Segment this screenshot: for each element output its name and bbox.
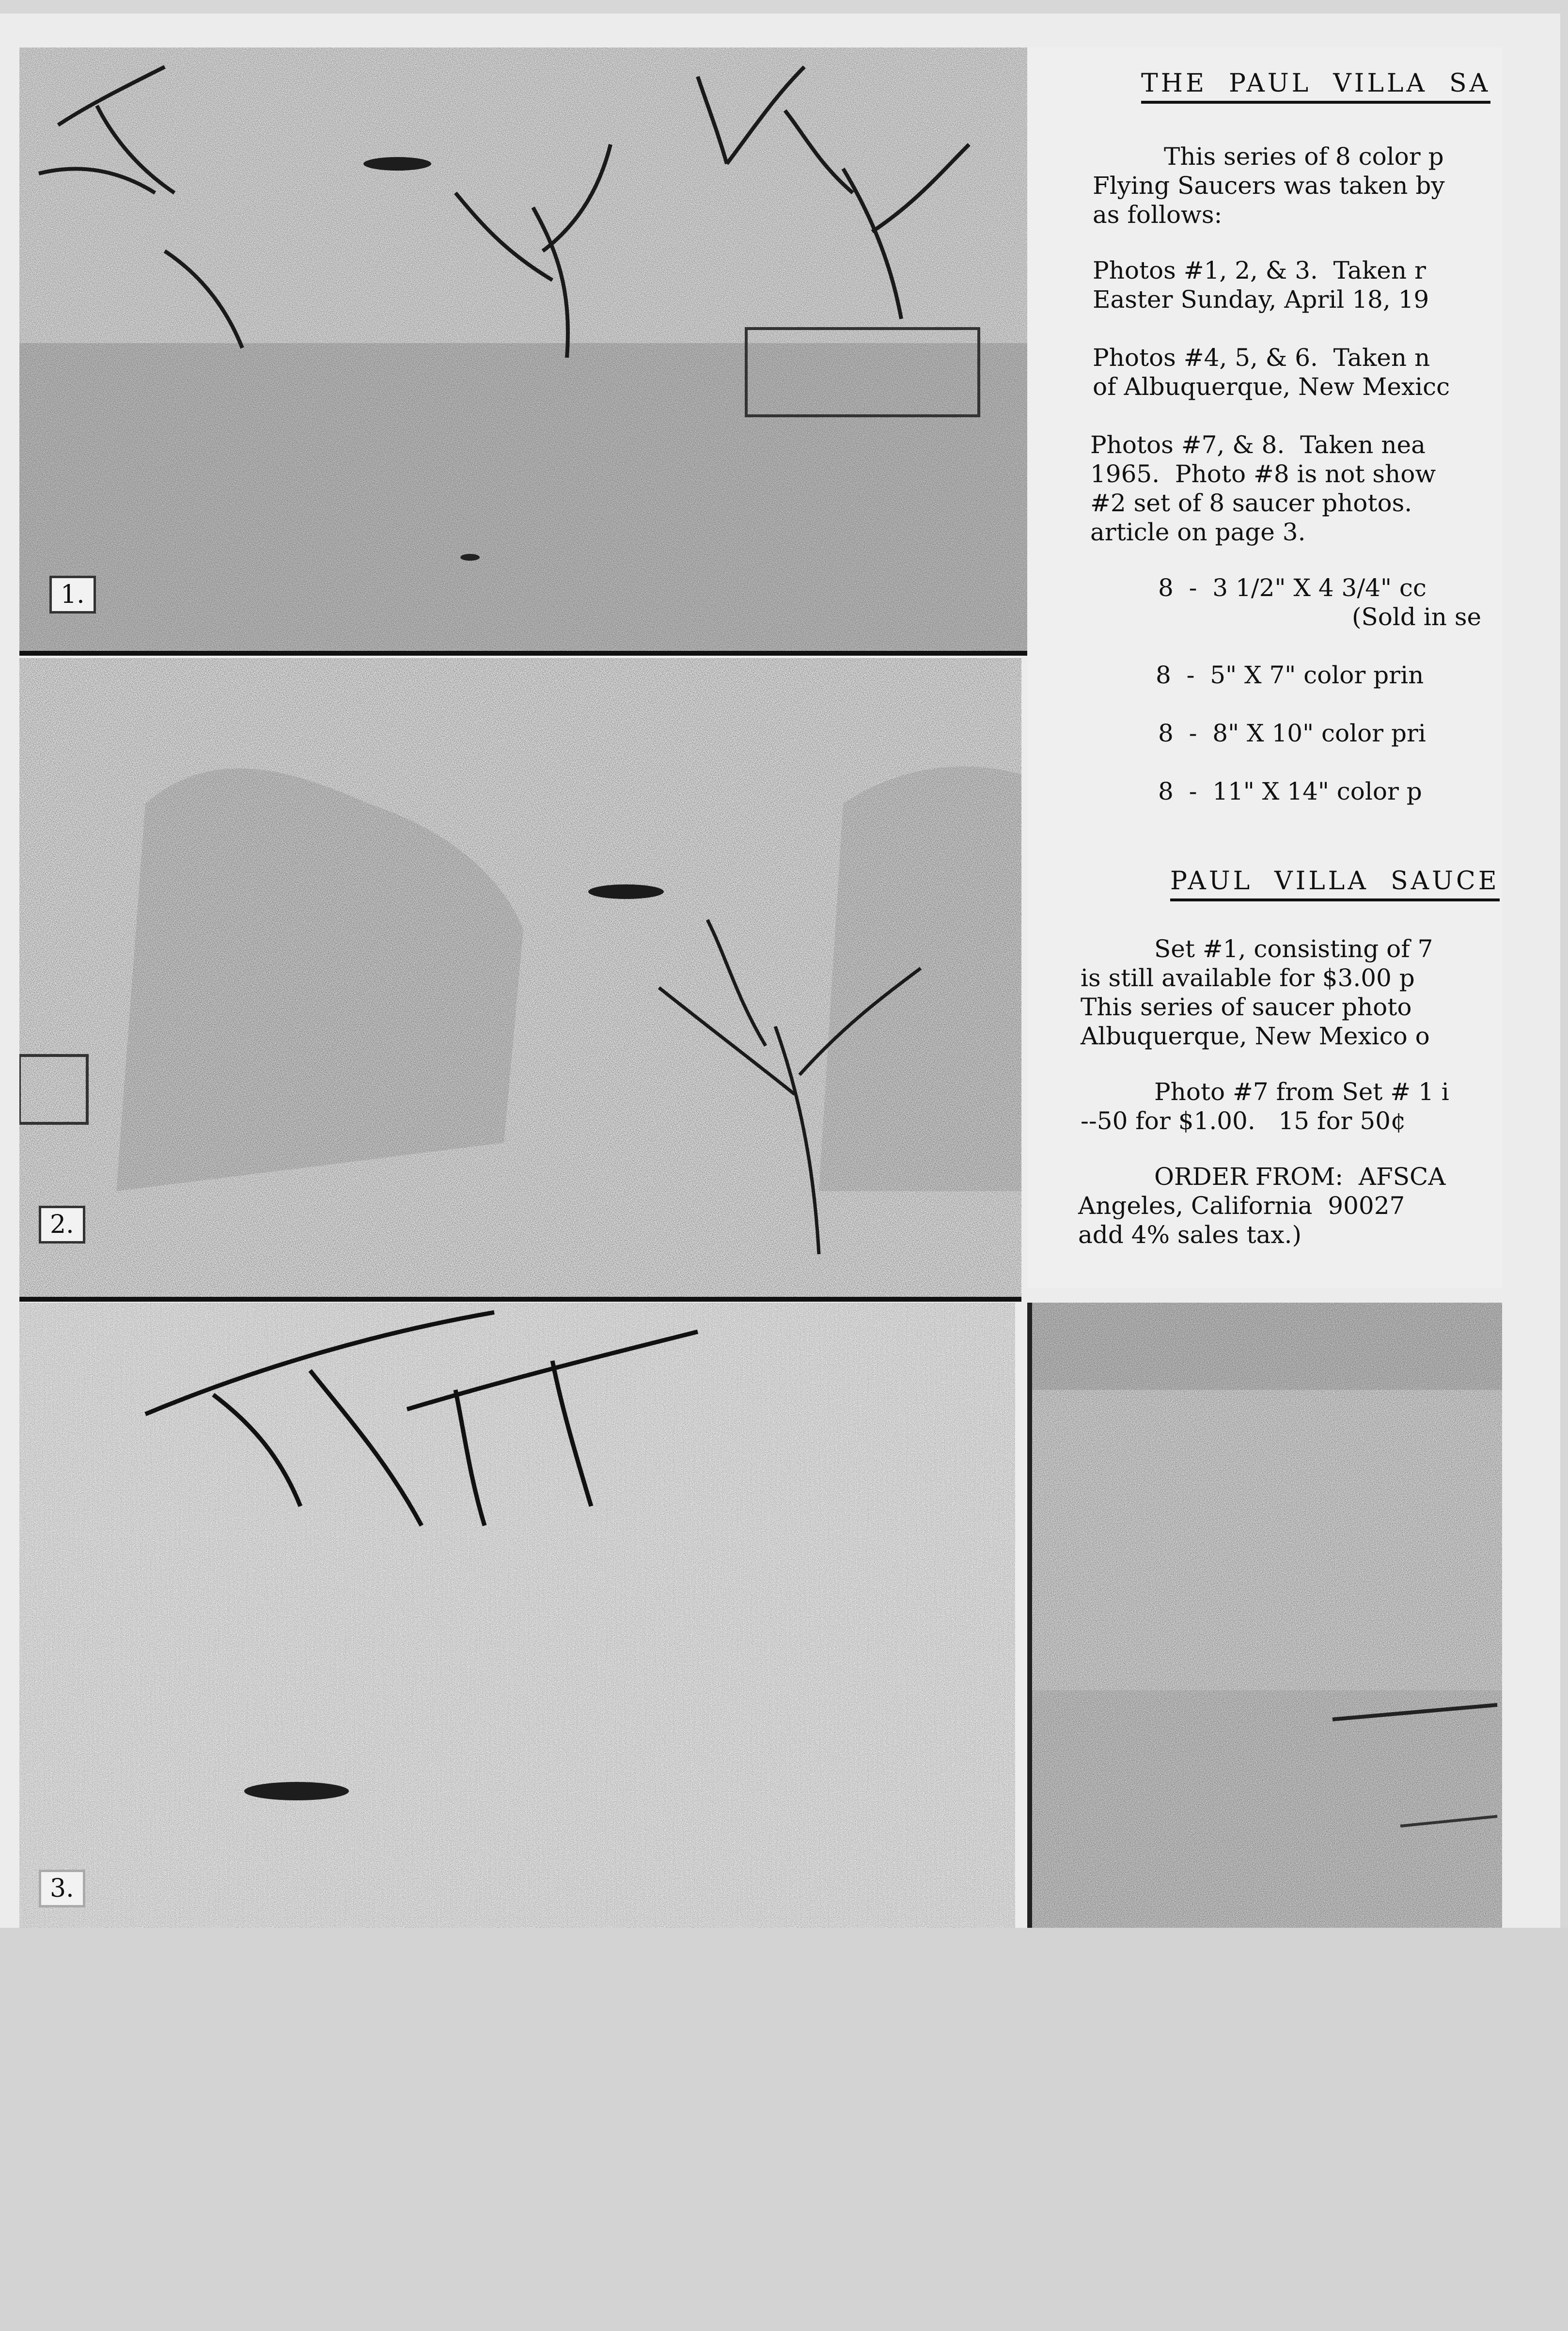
photo-2	[19, 658, 1021, 1302]
photos-78-line-4: article on page 3.	[1090, 518, 1306, 546]
set1-line-4: Albuquerque, New Mexico o	[1081, 1022, 1430, 1050]
photos-78-line-2: 1965. Photo #8 is not show	[1090, 460, 1436, 488]
photos-123-line-2: Easter Sunday, April 18, 19	[1093, 285, 1429, 314]
scan-background	[0, 1928, 1568, 2331]
photos-78-line-3: #2 set of 8 saucer photos.	[1090, 489, 1412, 517]
price-line-5: 8 - 11" X 14" color p	[1158, 777, 1422, 805]
intro-line-2: Flying Saucers was taken by	[1093, 172, 1445, 200]
order-line-2: Angeles, California 90027	[1078, 1192, 1405, 1220]
price-line-3: 8 - 5" X 7" color prin	[1156, 661, 1424, 689]
photo-3	[19, 1303, 1015, 1933]
order-line-1: ORDER FROM: AFSCA	[1154, 1163, 1446, 1191]
photos-123-line-1: Photos #1, 2, & 3. Taken r	[1093, 256, 1426, 284]
photos-456-line-2: of Albuquerque, New Mexicc	[1093, 373, 1450, 401]
heading-paul-villa-saucer: PAUL VILLA SAUCE	[1170, 866, 1500, 901]
photo-1	[19, 47, 1027, 656]
set1-line-3: This series of saucer photo	[1081, 993, 1412, 1021]
price-line-2: (Sold in se	[1352, 603, 1482, 631]
text-column	[1027, 47, 1502, 1288]
photos-456-line-1: Photos #4, 5, & 6. Taken n	[1093, 344, 1430, 372]
photo-2-image	[19, 658, 1021, 1297]
photo7-line-2: --50 for $1.00. 15 for 50¢	[1081, 1107, 1406, 1135]
photos-78-line-1: Photos #7, & 8. Taken nea	[1090, 431, 1426, 459]
set1-line-1: Set #1, consisting of 7	[1154, 935, 1433, 963]
photo-1-image	[19, 47, 1027, 651]
photo-1-label: 1.	[49, 576, 96, 614]
photo-3-image	[19, 1303, 1015, 1933]
set1-line-2: is still available for $3.00 p	[1081, 964, 1415, 992]
price-line-4: 8 - 8" X 10" color pri	[1158, 719, 1426, 747]
photo7-line-1: Photo #7 from Set # 1 i	[1154, 1078, 1449, 1106]
order-line-3: add 4% sales tax.)	[1078, 1221, 1302, 1249]
photo-2-label: 2.	[39, 1206, 85, 1244]
document-page	[0, 14, 1560, 1928]
photo-4	[1027, 1303, 1502, 1942]
photo-4-image	[1032, 1303, 1502, 1942]
intro-line-1: This series of 8 color p	[1164, 142, 1444, 171]
intro-line-3: as follows:	[1093, 201, 1223, 229]
heading-paul-villa: THE PAUL VILLA SA	[1141, 69, 1490, 104]
price-line-1: 8 - 3 1/2" X 4 3/4" cc	[1158, 574, 1427, 602]
photo-3-label: 3.	[39, 1870, 85, 1907]
